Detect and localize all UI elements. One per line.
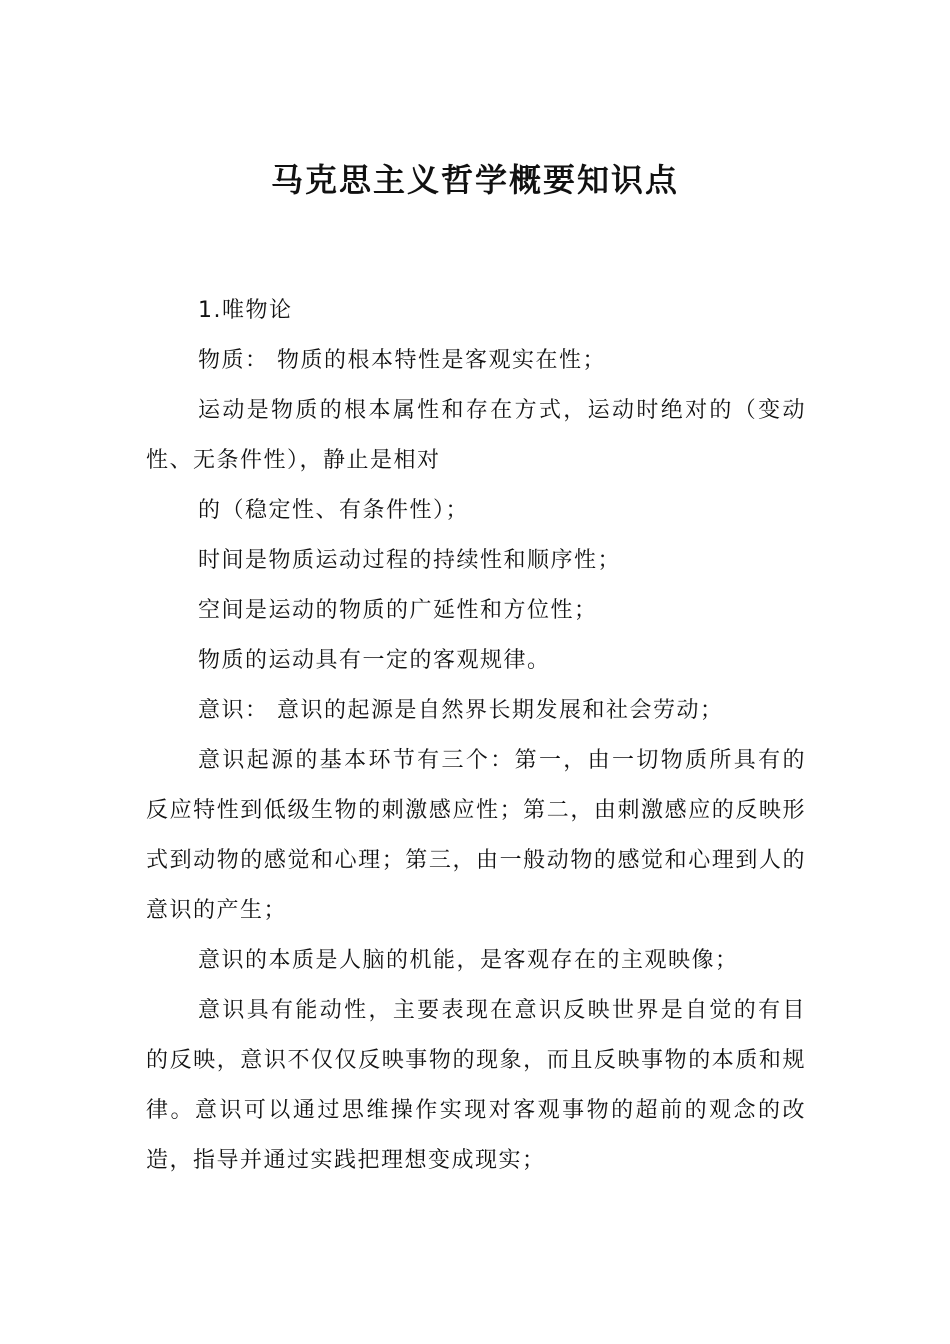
- paragraph-consciousness-origin: 意识起源的基本环节有三个：第一，由一切物质所具有的反应特性到低级生物的刺激感应性；第二，由刺激感应的反映形式到动物的感觉和心理；第三，由一般动物的感觉和心理到人的意识的产生；: [146, 748, 806, 923]
- document-title: 马克思主义哲学概要知识点: [270, 161, 679, 199]
- document-body: [146, 286, 806, 1186]
- paragraph-matter: 物质： 物质的根本特性是客观实在性；: [198, 348, 606, 373]
- paragraph-space: 空间是运动的物质的广延性和方位性；: [198, 598, 598, 623]
- paragraph-motion-continued: 的（稳定性、有条件性）；: [198, 498, 470, 523]
- paragraph-consciousness: 意识： 意识的起源是自然界长期发展和社会劳动；: [198, 698, 724, 723]
- paragraph-laws: 物质的运动具有一定的客观规律。: [198, 648, 551, 673]
- paragraph-consciousness-essence: 意识的本质是人脑的机能，是客观存在的主观映像；: [198, 948, 739, 973]
- paragraph-time: 时间是物质运动过程的持续性和顺序性；: [198, 548, 622, 573]
- paragraph-motion: 运动是物质的根本属性和存在方式，运动时绝对的（变动性、无条件性），静止是相对: [146, 398, 806, 473]
- paragraph-consciousness-agency: 意识具有能动性，主要表现在意识反映世界是自觉的有目的反映，意识不仅仅反映事物的现象，而且反映事物的本质和规律。意识可以通过思维操作实现对客观事物的超前的观念的改造，指导并通过实践把理想变成现实；: [146, 998, 806, 1173]
- section-heading-materialism: 1.唯物论: [198, 298, 293, 323]
